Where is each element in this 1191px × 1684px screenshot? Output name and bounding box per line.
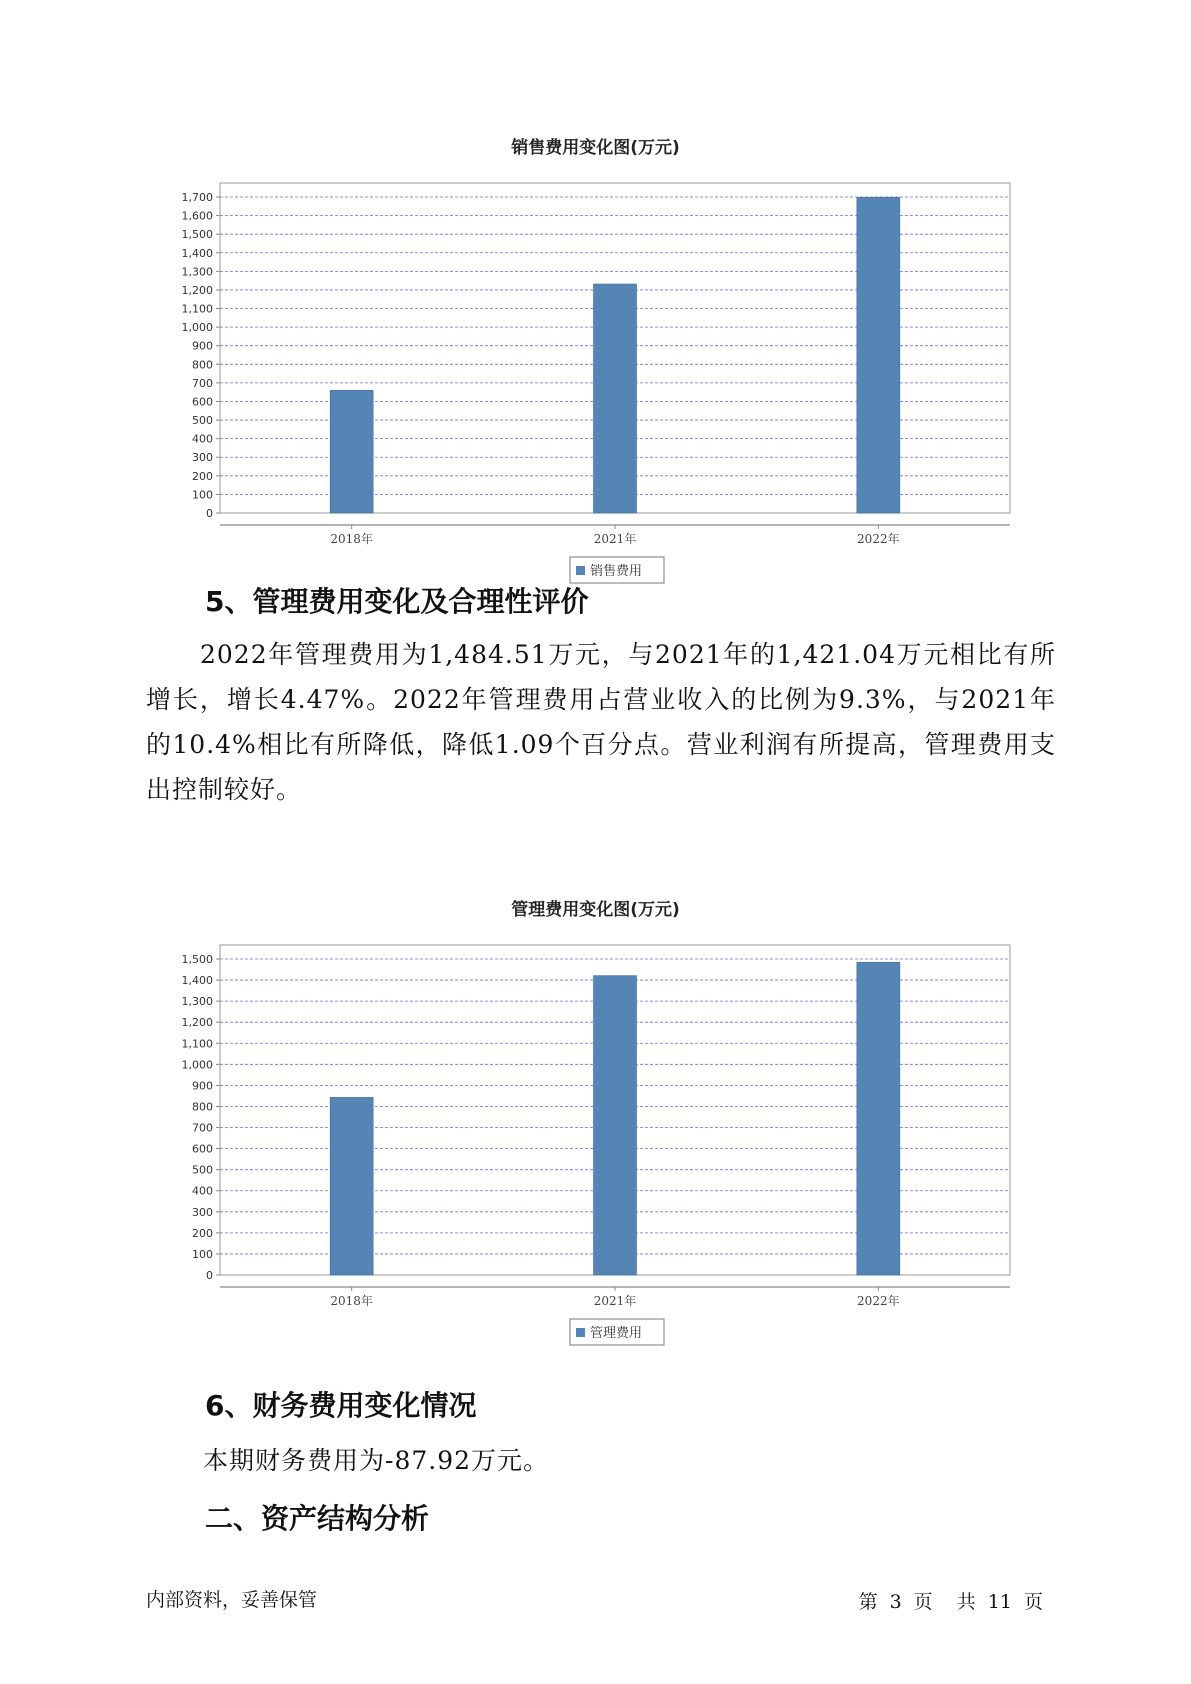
sales-expense-chart — [150, 160, 1020, 590]
y-tick-label: 300 — [192, 451, 213, 465]
y-tick-label: 1,200 — [181, 1016, 213, 1030]
section-5-paragraph: 2022年管理费用为1,484.51万元，与2021年的1,421.04万元相比有所增长，增长4.47%。2022年管理费用占营业收入的比例为9.3%，与2021年的10.4%相比有所降低，降低1.09个百分点。营业利润有所提高，管理费用支出控制较好。 — [146, 640, 1056, 804]
page-current: 3 — [889, 1591, 902, 1613]
y-tick-label: 1,100 — [181, 1037, 213, 1051]
y-tick-label: 1,500 — [181, 953, 213, 966]
section-6-paragraph: 本期财务费用为-87.92万元。 — [203, 1446, 550, 1475]
y-tick-label: 100 — [192, 488, 213, 502]
bar-2021年 — [594, 284, 637, 513]
y-tick-label: 800 — [192, 358, 213, 372]
y-tick-label: 1,100 — [181, 302, 213, 316]
section-5-heading: 5、管理费用变化及合理性评价 — [205, 585, 589, 618]
total-prefix: 共 — [956, 1591, 976, 1613]
footer-page-number — [853, 1587, 1049, 1614]
y-tick-label: 800 — [192, 1100, 213, 1114]
page-prefix: 第 — [858, 1591, 878, 1613]
bar-2018年 — [330, 390, 373, 513]
x-tick-label: 2022年 — [857, 1294, 900, 1308]
y-tick-label: 1,700 — [181, 191, 213, 204]
y-tick-label: 500 — [192, 414, 213, 428]
y-tick-label: 900 — [192, 339, 213, 353]
footer-confidential-note: 内部资料，妥善保管 — [146, 1589, 318, 1611]
y-tick-label: 0 — [206, 1269, 213, 1282]
y-tick-label: 0 — [206, 507, 213, 520]
x-tick-label: 2021年 — [593, 532, 637, 546]
y-tick-label: 700 — [192, 1121, 213, 1135]
y-tick-label: 600 — [192, 1142, 213, 1156]
y-tick-label: 900 — [192, 1079, 213, 1093]
section-6-heading: 6、财务费用变化情况 — [205, 1389, 477, 1422]
page-total: 11 — [987, 1591, 1012, 1613]
x-tick-label: 2022年 — [857, 532, 900, 546]
bar-2022年 — [857, 962, 900, 1275]
y-tick-label: 1,400 — [181, 974, 213, 988]
legend-swatch — [576, 566, 585, 575]
y-tick-label: 1,000 — [181, 321, 213, 335]
legend-label: 管理费用 — [590, 1326, 643, 1341]
sales-expense-chart-title: 销售费用变化图(万元) — [511, 138, 680, 158]
x-tick-label: 2018年 — [330, 1294, 373, 1308]
bar-2022年 — [857, 197, 900, 513]
y-tick-label: 700 — [192, 376, 213, 390]
page-unit: 页 — [913, 1591, 933, 1613]
y-tick-label: 1,300 — [181, 265, 213, 279]
y-tick-label: 1,600 — [181, 209, 213, 223]
legend-swatch — [576, 1328, 585, 1337]
y-tick-label: 300 — [192, 1205, 213, 1219]
y-tick-label: 200 — [192, 469, 213, 483]
part-2-heading: 二、资产结构分析 — [205, 1502, 430, 1535]
total-unit: 页 — [1023, 1591, 1043, 1613]
y-tick-label: 600 — [192, 395, 213, 409]
admin-expense-chart-title: 管理费用变化图(万元) — [511, 900, 680, 920]
y-tick-label: 400 — [192, 1184, 213, 1198]
admin-expense-chart — [150, 922, 1020, 1352]
bar-2021年 — [594, 976, 637, 1275]
y-tick-label: 400 — [192, 432, 213, 446]
y-tick-label: 1,400 — [181, 246, 213, 260]
y-tick-label: 1,000 — [181, 1058, 213, 1072]
y-tick-label: 1,500 — [181, 228, 213, 242]
legend-label: 销售费用 — [590, 564, 643, 579]
x-tick-label: 2018年 — [330, 532, 373, 546]
y-tick-label: 1,300 — [181, 995, 213, 1009]
y-tick-label: 1,200 — [181, 283, 213, 297]
y-tick-label: 500 — [192, 1163, 213, 1177]
y-tick-label: 200 — [192, 1226, 213, 1240]
x-tick-label: 2021年 — [593, 1294, 637, 1308]
bar-2018年 — [330, 1097, 373, 1275]
y-tick-label: 100 — [192, 1247, 213, 1261]
